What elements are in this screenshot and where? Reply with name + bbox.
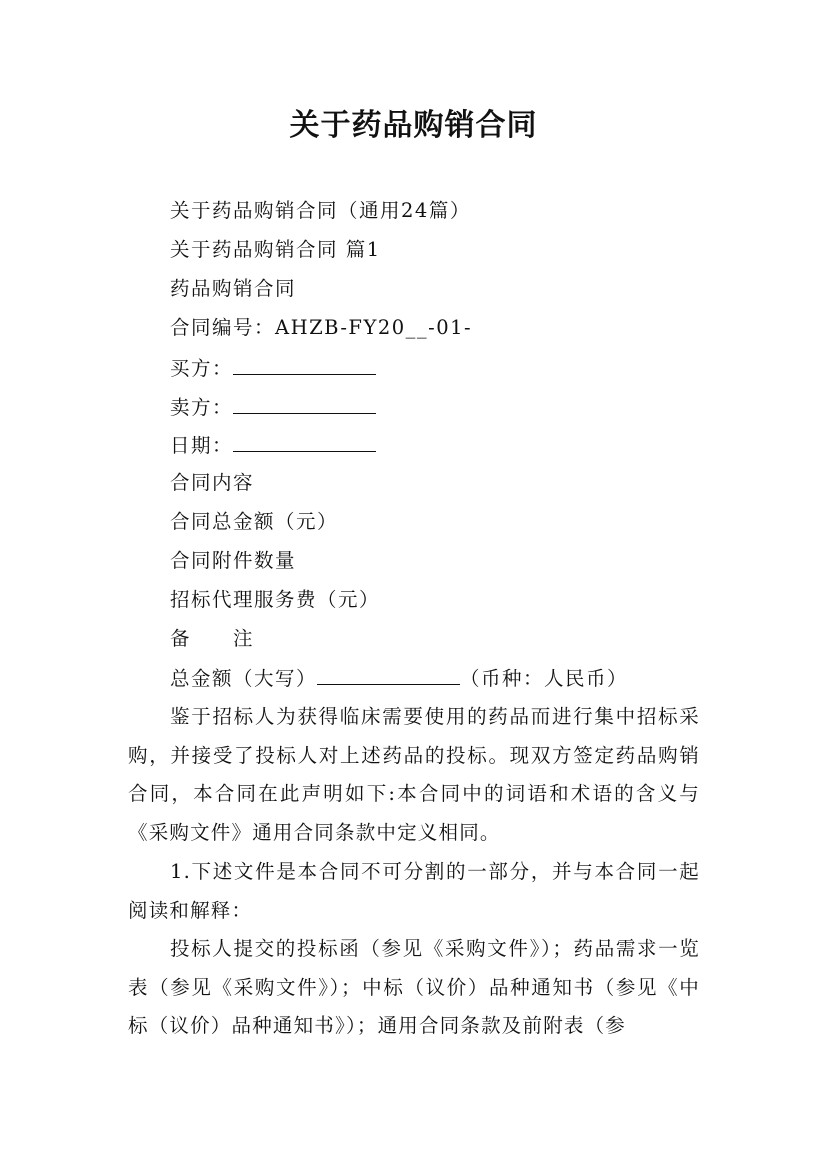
currency-note: （币种：人民币） (460, 667, 629, 690)
date-blank (233, 431, 376, 452)
seller-blank (233, 393, 376, 414)
paragraph-clause-1: 1.下述文件是本合同不可分割的一部分，并与本合同一起阅读和解释： (128, 860, 700, 922)
date-label: 日期： (170, 434, 234, 457)
seller-line (170, 393, 376, 421)
total-caps-line (170, 664, 628, 692)
total-caps-label: 总金额（大写） (170, 667, 318, 690)
buyer-line (170, 354, 376, 382)
document-title: 关于药品购销合同 (289, 108, 538, 143)
chapter-heading: 关于药品购销合同 篇1 (170, 238, 381, 261)
agency-service-fee: 招标代理服务费（元） (170, 588, 381, 611)
contract-total-amount: 合同总金额（元） (170, 510, 339, 533)
remark: 备 注 (170, 627, 255, 650)
buyer-blank (233, 354, 376, 375)
contract-number: 合同编号：AHZB-FY20__-01- (170, 316, 473, 339)
buyer-label: 买方： (170, 357, 234, 380)
total-caps-blank (317, 664, 460, 685)
paragraph-documents: 投标人提交的投标函（参见《采购文件》）；药品需求一览表（参见《采购文件》）；中标（议价）品种通知书（参见《中标（议价）品种通知书》）；通用合同条款及前附表（参 (128, 937, 700, 1038)
paragraph-preamble: 鉴于招标人为获得临床需要使用的药品而进行集中招标采购，并接受了投标人对上述药品的投标。现双方签定药品购销合同，本合同在此声明如下:本合同中的词语和术语的含义与《采购文件》通用合同条款中定义相同。 (128, 705, 700, 845)
collection-title: 关于药品购销合同（通用24篇） (170, 199, 471, 222)
seller-label: 卖方： (170, 396, 234, 419)
contract-content: 合同内容 (170, 471, 255, 494)
contract-attachments: 合同附件数量 (170, 549, 297, 572)
date-line (170, 431, 376, 459)
contract-name: 药品购销合同 (170, 277, 297, 300)
